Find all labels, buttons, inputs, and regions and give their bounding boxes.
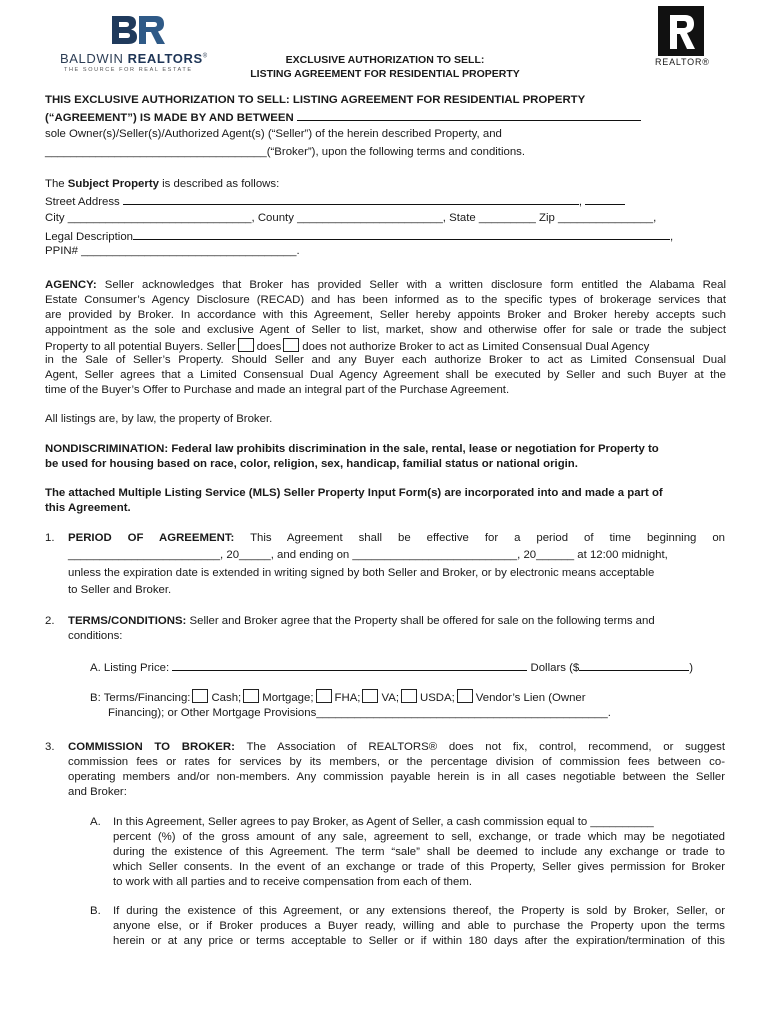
mls-line-1: The attached Multiple Listing Service (MLS) Seller Property Input Form(s) are incorporated into and made a part of — [45, 487, 663, 499]
logo-wordmark: BALDWIN REALTORS® — [60, 51, 208, 66]
section-3b-number: B. — [90, 905, 101, 917]
financing-row-2[interactable]: Financing); or Other Mortgage Provisions______________________________________________. — [108, 707, 611, 719]
mortgage-checkbox[interactable] — [243, 689, 259, 703]
city-county-state-zip-row[interactable]: City _____________________________, County _______________________, State _________ Zip _______________, — [45, 212, 657, 224]
section-2-number: 2. — [45, 615, 55, 627]
dual-agency-does-checkbox[interactable] — [238, 338, 254, 352]
section-1-number: 1. — [45, 532, 55, 544]
nondiscrimination-line-1: NONDISCRIMINATION: Federal law prohibits discrimination in the sale, rental, lease or negotiation for Property to — [45, 443, 659, 455]
section-3a-line-3: during the existence of this Agreement. The term “sale” shall be deemed to include any exchange or trade to — [113, 846, 725, 858]
section-1-line-4: to Seller and Broker. — [68, 584, 172, 596]
listing-price-field[interactable] — [172, 659, 527, 671]
listing-price-row: A. Listing Price: Dollars ($ ) — [90, 659, 693, 676]
realtor-r-icon — [658, 6, 704, 56]
usda-checkbox[interactable] — [401, 689, 417, 703]
mls-line-2: this Agreement. — [45, 502, 131, 514]
agency-line-4: appointment as the sole and exclusive Agent of Seller to list, market, show and otherwise offer for sale or trade the subject — [45, 324, 726, 336]
property-lead: The Subject Property is described as follows: — [45, 178, 280, 190]
ppin-row[interactable]: PPIN# __________________________________. — [45, 245, 300, 257]
logo-tagline: THE SOURCE FOR REAL ESTATE — [64, 67, 193, 73]
cash-checkbox[interactable] — [192, 689, 208, 703]
intro-line-4[interactable]: ___________________________________(“Broker”), upon the following terms and conditions. — [45, 146, 526, 158]
section-2-line-1: TERMS/CONDITIONS: Seller and Broker agree that the Property shall be offered for sale on the following terms and — [68, 615, 655, 627]
va-checkbox[interactable] — [362, 689, 378, 703]
intro-line-3: sole Owner(s)/Seller(s)/Authorized Agent(s) (“Seller”) of the herein described Property, and — [45, 128, 502, 140]
section-3b-line-2: anyone else, or if Broker produces a Buyer ready, willing and able to purchase the Property upon the terms — [113, 920, 725, 932]
agency-line-6: in the Sale of Seller’s Property. Should Seller and any Buyer each authorize Broker to act as Limited Consensual Dual — [45, 354, 726, 366]
agency-line-2: Estate Consumer’s Agency Disclosure (RECAD) and has been informed as to the specific types of brokerage services that — [45, 294, 726, 306]
vendors-lien-checkbox[interactable] — [457, 689, 473, 703]
intro-line-1: THIS EXCLUSIVE AUTHORIZATION TO SELL: LISTING AGREEMENT FOR RESIDENTIAL PROPERTY — [45, 94, 586, 106]
seller-name-field[interactable] — [297, 109, 641, 121]
financing-row: B: Terms/Financing: Cash; Mortgage; FHA; VA; USDA; Vendor’s Lien (Owner — [90, 689, 586, 706]
listings-note: All listings are, by law, the property of Broker. — [45, 413, 273, 425]
agency-line-7: Agent, Seller agrees that a Limited Consensual Dual Agency Agreement shall be executed by Seller and such Buyer at the — [45, 369, 726, 381]
section-3a-number: A. — [90, 816, 101, 828]
document-title — [0, 53, 770, 81]
listing-price-numeric-field[interactable] — [579, 659, 689, 671]
legal-description-field[interactable] — [133, 228, 670, 240]
section-3a-line-4: which Seller consents. In the event of an exchange or trade of this Property, Seller gives permission for Broker — [113, 861, 725, 873]
section-1-line-3: unless the expiration date is extended in writing signed by both Seller and Broker, or by electronic means acceptable — [68, 567, 655, 579]
dual-agency-does-not-checkbox[interactable] — [283, 338, 299, 352]
section-3a-line-2: percent (%) of the gross amount of any sale, agreement to sell, exchange, or trade which may be negotiated — [113, 831, 725, 843]
realtor-label: REALTOR® — [655, 57, 710, 67]
fha-checkbox[interactable] — [316, 689, 332, 703]
section-1-line-1: PERIOD OF AGREEMENT: This Agreement shall be effective for a period of time beginning on — [68, 532, 725, 544]
section-3b-line-1: If during the existence of this Agreement, or any extensions thereof, the Property is sold by Broker, Seller, or — [113, 905, 725, 917]
title-line-2: LISTING AGREEMENT FOR RESIDENTIAL PROPERTY — [250, 68, 520, 80]
section-1-line-2[interactable]: ________________________, 20_____, and ending on __________________________, 20______ at 12:00 midnight, — [68, 549, 668, 561]
agency-line-8: time of the Buyer’s Offer to Purchase and made an integral part of the Purchase Agreement. — [45, 384, 510, 396]
agency-line-3: are provided by Broker. In accordance with this Agreement, Seller hereby appoints Broker and Broker hereby accepts such — [45, 309, 726, 321]
street-address-field[interactable] — [123, 193, 579, 205]
section-3-line-1: COMMISSION TO BROKER: The Association of REALTORS® does not fix, control, recommend, or suggest — [68, 741, 725, 753]
section-3b-line-3: herein or at any price or terms acceptable to Seller or if within 180 days after the expiration/termination of this — [113, 935, 725, 947]
section-3-number: 3. — [45, 741, 55, 753]
title-line-1: EXCLUSIVE AUTHORIZATION TO SELL: — [285, 54, 485, 66]
br-logo-mark-icon — [110, 14, 166, 46]
agency-line-1: AGENCY: Seller acknowledges that Broker has provided Seller with a written disclosure form entitled the Alabama Real — [45, 279, 726, 291]
section-3a-line-1[interactable]: In this Agreement, Seller agrees to pay Broker, as Agent of Seller, a cash commission equal to __________ — [113, 816, 654, 828]
street-address-row: Street Address , — [45, 193, 625, 210]
section-3-line-4: and Broker: — [68, 786, 127, 798]
nondiscrimination-line-2: be used for housing based on race, color, religion, sex, handicap, familial status or national origin. — [45, 458, 578, 470]
agency-line-5: Property to all potential Buyers. Seller does does not authorize Broker to act as Limited Consensual Dual Agency — [45, 338, 649, 355]
unit-field[interactable] — [585, 193, 625, 205]
section-3a-line-5: to work with all parties and to receive compensation from each of them. — [113, 876, 472, 888]
section-3-line-2: commission fees or rates for services by its members, or the percentage division of commission fees between co- — [68, 756, 725, 768]
section-3-line-3: operating members and/or non-members. Any commission payable herein is in all cases negotiable between the Seller — [68, 771, 725, 783]
intro-line-2: (“AGREEMENT”) IS MADE BY AND BETWEEN — [45, 109, 641, 126]
legal-description-row: Legal Description , — [45, 228, 673, 245]
section-2-line-2: conditions: — [68, 630, 123, 642]
